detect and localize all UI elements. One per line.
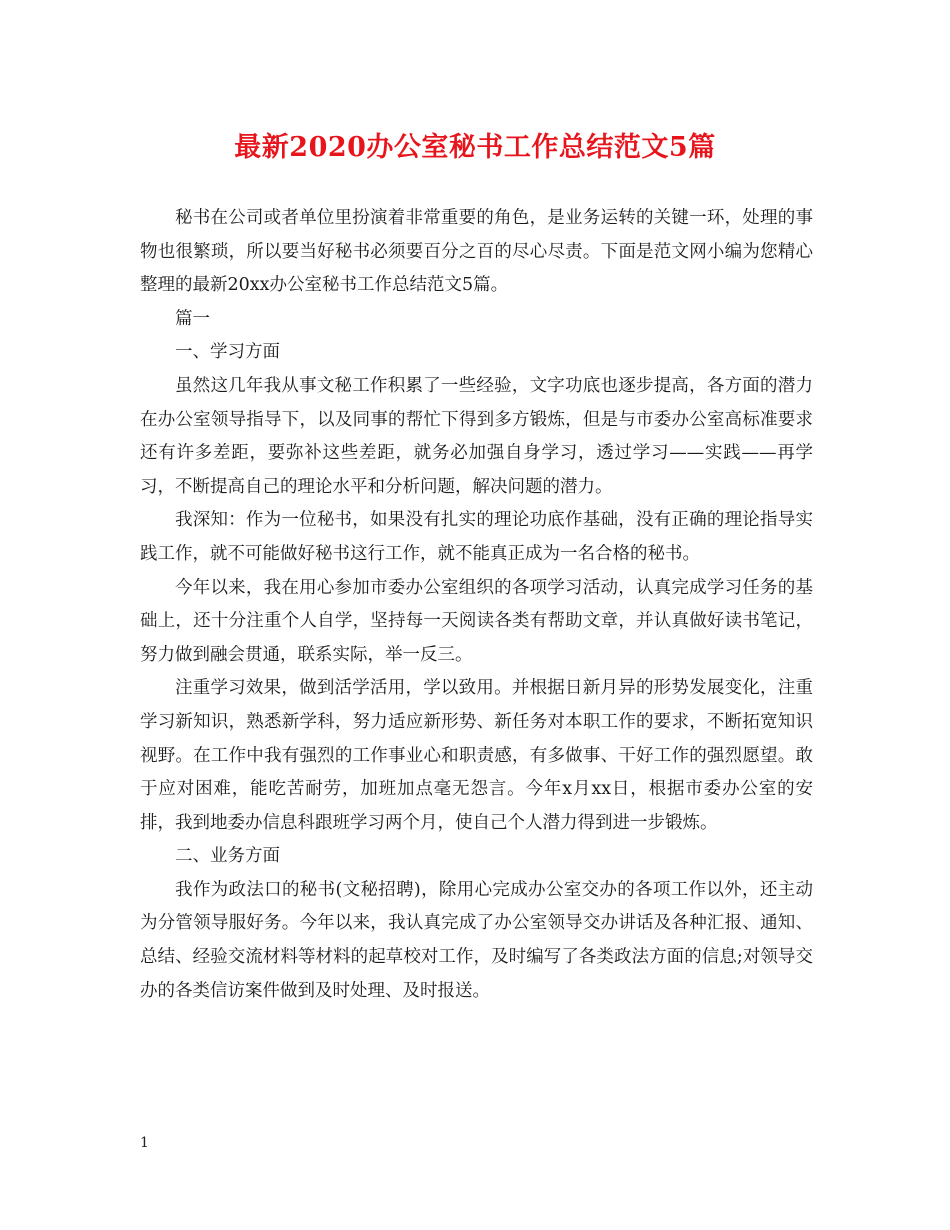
body-paragraph: 我深知：作为一位秘书，如果没有扎实的理论功底作基础，没有正确的理论指导实践工作，就不可能做好秘书这行工作，就不能真正成为一名合格的秘书。 [140, 510, 813, 564]
page-number: 1 [140, 1135, 149, 1151]
document-body [140, 202, 813, 1008]
heading-study: 一、学习方面 [175, 342, 280, 363]
intro-paragraph: 秘书在公司或者单位里扮演着非常重要的角色，是业务运转的关键一环，处理的事物也很繁琐，所以要当好秘书必须要百分之百的尽心尽责。下面是范文网小编为您精心整理的最新20xx办公室秘书工作总结范文5篇。 [140, 208, 813, 296]
body-paragraph: 注重学习效果，做到活学活用，学以致用。并根据日新月异的形势发展变化，注重学习新知识，熟悉新学科，努力适应新形势、新任务对本职工作的要求，不断拓宽知识视野。在工作中我有强烈的工作事业心和职责感，有多做事、干好工作的强烈愿望。敢于应对困难，能吃苦耐劳，加班加点毫无怨言。今年x月xx日，根据市委办公室的安排，我到地委办信息科跟班学习两个月，使自己个人潜力得到进一步锻炼。 [140, 678, 813, 833]
document-title: 最新2020办公室秘书工作总结范文5篇 [234, 132, 716, 163]
body-paragraph: 今年以来，我在用心参加市委办公室组织的各项学习活动，认真完成学习任务的基础上，还十分注重个人自学，坚持每一天阅读各类有帮助文章，并认真做好读书笔记，努力做到融会贯通，联系实际，举一反三。 [140, 577, 813, 665]
body-paragraph: 我作为政法口的秘书(文秘招聘)，除用心完成办公室交办的各项工作以外，还主动为分管领导服好务。今年以来，我认真完成了办公室领导交办讲话及各种汇报、通知、总结、经验交流材料等材料的起草校对工作，及时编写了各类政法方面的信息;对领导交办的各类信访案件做到及时处理、及时报送。 [140, 879, 813, 1001]
heading-business: 二、业务方面 [175, 846, 280, 867]
section-label-part-one: 篇一 [175, 308, 210, 329]
body-paragraph: 虽然这几年我从事文秘工作积累了一些经验，文字功底也逐步提高，各方面的潜力在办公室领导指导下，以及同事的帮忙下得到多方锻炼，但是与市委办公室高标准要求还有许多差距，要弥补这些差距，就务必加强自身学习，透过学习——实践——再学习，不断提高自己的理论水平和分析问题，解决问题的潜力。 [140, 375, 813, 497]
